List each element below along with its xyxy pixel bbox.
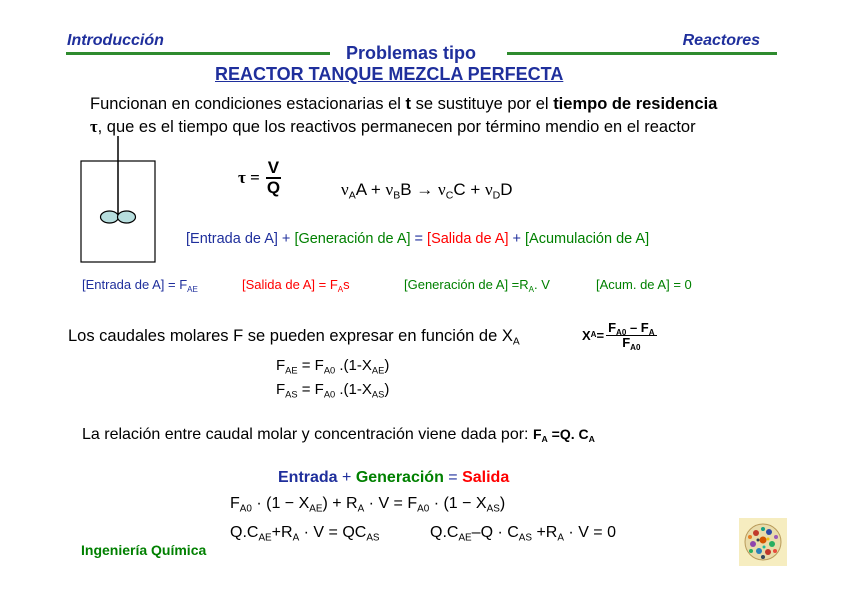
mass-balance <box>186 231 649 247</box>
term-salida-sub: A <box>337 284 344 294</box>
balance-equation-3 <box>430 524 616 542</box>
fae-d: ) <box>384 357 390 374</box>
impeller-blade-left <box>101 211 119 223</box>
eq3-c: +R <box>532 524 558 541</box>
xa-fraction <box>606 320 656 352</box>
intro-text-2: se sustituye por el <box>411 95 554 113</box>
species-a: A + <box>355 180 386 199</box>
relation-f: F <box>532 426 542 442</box>
intro-text-3: , que es el tiempo que los reactivos permanecen por término mendio en el reactor <box>97 118 696 136</box>
balance-acumulacion: [Acumulación de A] <box>525 231 650 247</box>
term-acumulacion-text: [Acum. de A] = 0 <box>596 277 692 292</box>
intro-t: t <box>405 95 412 113</box>
intro-residence-time: tiempo de residencia <box>553 95 718 113</box>
eq1-d: · V = F <box>364 495 418 512</box>
term-entrada-text: [Entrada de A] = F <box>82 277 188 292</box>
conversion-formula: X A = $\frac{F_{A0} - F_A}{F_{A0}}$ <box>582 320 655 352</box>
reaction-equation <box>341 180 513 200</box>
header-rule-right <box>507 52 777 55</box>
species-d: D <box>500 180 513 199</box>
molar-text-sub: A <box>512 336 520 348</box>
intro-text: Funcionan en condiciones estacionarias el <box>90 95 406 113</box>
balance-plus-2: + <box>508 231 525 247</box>
term-generacion-text: [Generación de A] =R <box>404 277 529 292</box>
relation-line <box>82 426 595 444</box>
eq3-b: –Q · C <box>471 524 519 541</box>
species-c: C + <box>453 180 485 199</box>
eq2-a-sub: AE <box>258 532 272 544</box>
header-right: Reactores <box>682 32 760 49</box>
summary-equals: = <box>443 469 463 486</box>
slide-title: Problemas tipo <box>346 43 477 63</box>
eq1-b-sub: AE <box>309 503 323 515</box>
fas-c: .(1-X <box>335 381 372 398</box>
term-acumulacion <box>596 277 692 292</box>
molar-flows-text <box>68 327 520 346</box>
summary-generacion: Generación <box>355 469 444 486</box>
balance-entrada: [Entrada de A] <box>186 231 278 247</box>
xa-num-f: F <box>608 320 617 335</box>
balance-summary <box>278 469 509 487</box>
xa-equals: = <box>596 327 605 343</box>
tau-fraction <box>266 159 281 197</box>
balance-equation-1 <box>230 495 505 513</box>
eq3-a: Q.C <box>430 524 459 541</box>
fas-equation <box>276 381 389 398</box>
relation-f-sub: A <box>541 434 548 445</box>
balance-generacion: [Generación de A] <box>294 231 411 247</box>
species-b: B <box>400 180 412 199</box>
fae-c-sub: AE <box>371 365 385 376</box>
xa-num-op: – F <box>626 320 649 335</box>
xa-num-b-sub: A <box>648 327 655 337</box>
fae-b-sub: A0 <box>323 365 336 376</box>
fas-b: = F <box>297 381 324 398</box>
relation-text: La relación entre caudal molar y concentración viene dada por: <box>82 426 533 443</box>
eq1-e-sub: AS <box>486 503 500 515</box>
header-left: Introducción <box>67 32 164 49</box>
eq1-b: · (1 − X <box>251 495 310 512</box>
nu-d-sub: D <box>492 189 501 202</box>
fas-a: F <box>276 381 286 398</box>
eq2-b-sub: A <box>292 532 300 544</box>
tau-lhs: τ = <box>238 167 260 187</box>
footer-label: Ingeniería Química <box>81 542 207 558</box>
relation-rest: =Q. C <box>547 426 589 442</box>
intro-line-1 <box>90 95 717 114</box>
xa-denominator <box>622 336 640 350</box>
eq1-a-sub: A0 <box>239 503 252 515</box>
tau-symbol: τ <box>90 117 98 136</box>
eq1-c: ) + R <box>322 495 358 512</box>
balance-equals: = <box>410 231 428 247</box>
fas-b-sub: A0 <box>323 389 336 400</box>
balance-plus: + <box>277 231 295 247</box>
xa-num-f-sub: A0 <box>616 327 627 337</box>
impeller-blade-right <box>118 211 136 223</box>
balance-equation-2 <box>230 524 380 542</box>
relation-formula <box>532 426 595 445</box>
eq1-c-sub: A <box>357 503 365 515</box>
nu-b-sub: B <box>393 189 401 202</box>
tau-denominator: Q <box>266 177 281 197</box>
fae-b: = F <box>297 357 324 374</box>
term-generacion <box>404 277 550 292</box>
summary-plus: + <box>337 469 356 486</box>
fas-c-sub: AS <box>371 389 385 400</box>
nu-c: ν <box>438 180 446 199</box>
term-generacion-end: . V <box>534 277 550 292</box>
reactor-tank-diagram <box>78 136 158 266</box>
xa-numerator <box>606 321 656 336</box>
term-salida-text: [Salida de A] = F <box>242 277 338 292</box>
xa-den-f: F <box>622 334 631 350</box>
university-logo <box>739 518 787 566</box>
term-entrada <box>82 277 198 292</box>
nu-d: ν <box>484 180 493 199</box>
eq3-b-sub: AS <box>518 532 533 544</box>
term-entrada-sub: AE <box>187 284 198 294</box>
molar-text: Los caudales molares F se pueden expresar en función de X <box>68 327 513 345</box>
eq3-d: · V = 0 <box>563 524 616 541</box>
eq2-b: +R <box>271 524 293 541</box>
term-salida-end: s <box>343 277 350 292</box>
intro-line-2 <box>90 117 696 137</box>
tau-numerator: V <box>267 158 280 177</box>
slide-subtitle: REACTOR TANQUE MEZCLA PERFECTA <box>215 64 564 84</box>
fae-c: .(1-X <box>335 357 372 374</box>
nu-a: ν <box>341 180 349 199</box>
fae-a-sub: AE <box>285 365 298 376</box>
fae-a: F <box>276 357 286 374</box>
eq3-a-sub: AE <box>458 532 472 544</box>
relation-c-sub: A <box>588 434 595 445</box>
eq1-a: F <box>230 495 240 512</box>
term-salida <box>242 277 350 292</box>
eq2-c: · V = QC <box>299 524 367 541</box>
summary-salida: Salida <box>462 469 510 486</box>
fas-a-sub: AS <box>285 389 298 400</box>
eq3-c-sub: A <box>557 532 564 544</box>
xa-lhs: X <box>582 327 591 343</box>
fae-equation <box>276 357 389 374</box>
eq2-a: Q.C <box>230 524 259 541</box>
eq1-e: · (1 − X <box>429 495 487 512</box>
summary-entrada: Entrada <box>278 469 338 486</box>
nu-b: ν <box>385 180 394 199</box>
nu-a-sub: A <box>348 189 356 202</box>
reaction-arrow: → <box>411 180 439 199</box>
xa-den-sub: A0 <box>630 342 641 352</box>
term-generacion-sub: A <box>528 284 535 294</box>
fas-d: ) <box>384 381 390 398</box>
header-rule-left <box>66 52 330 55</box>
nu-c-sub: C <box>445 189 454 202</box>
eq1-d-sub: A0 <box>417 503 430 515</box>
eq1-f: ) <box>499 495 506 512</box>
eq2-c-sub: AS <box>366 532 380 544</box>
tau-formula <box>238 159 281 197</box>
balance-salida: [Salida de A] <box>427 231 509 247</box>
